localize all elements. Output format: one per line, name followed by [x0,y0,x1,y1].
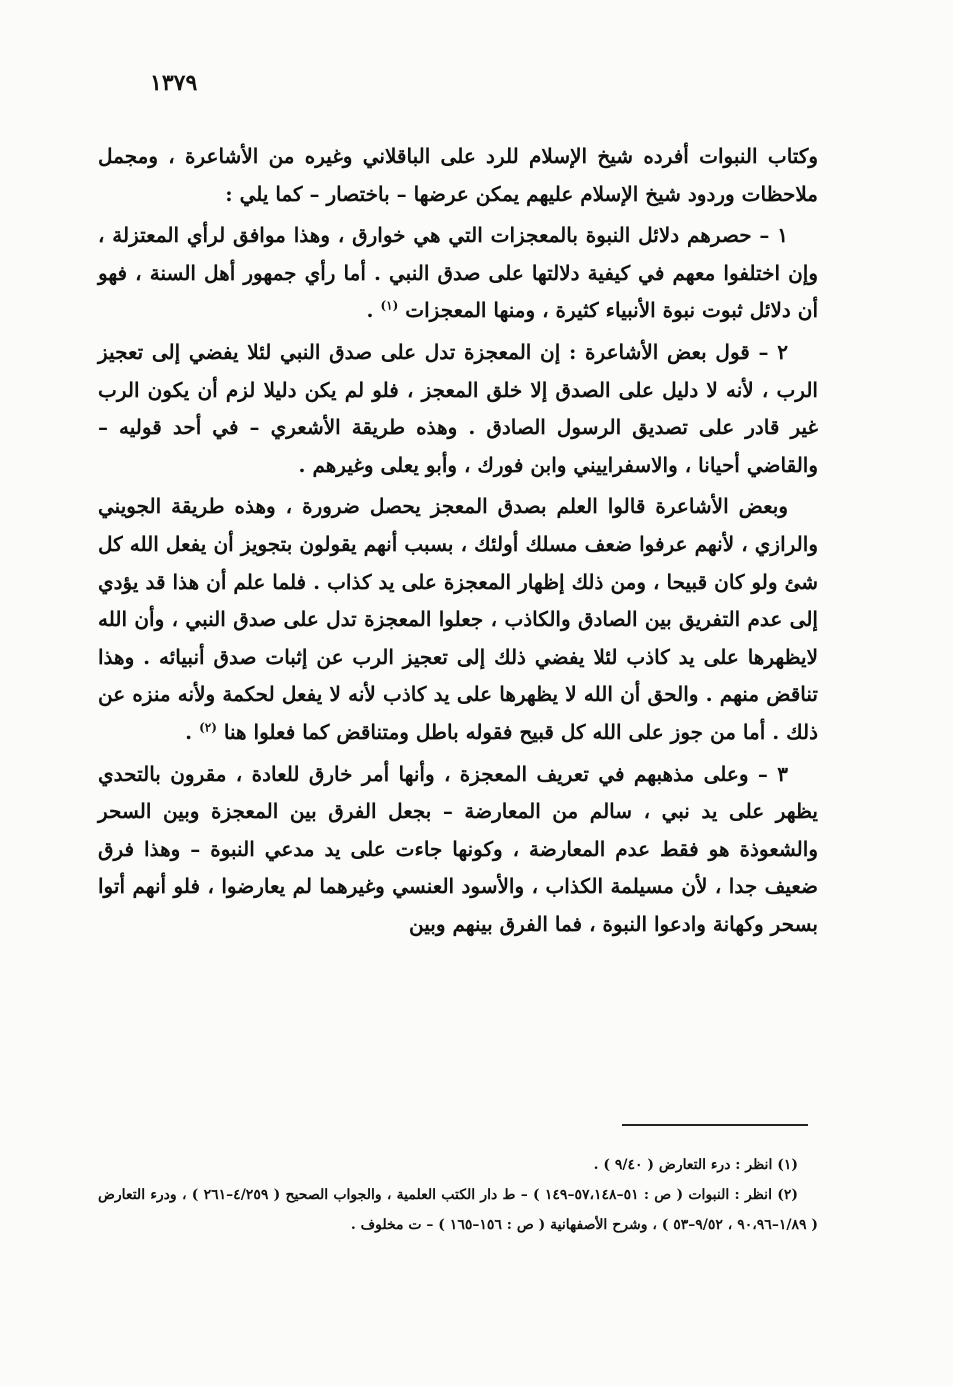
paragraph-point-1-text: ١ – حصرهم دلائل النبوة بالمعجزات التي هي خوارق ، وهذا موافق لرأي المعتزلة ، وإن اختلفوا معهم في كيفية دلالتها على صدق النبي . أما رأي جمهور أهل السنة ، فهو أن دلائل ثبوت نبوة الأنبياء كثيرة ، ومنها المعجزات [98,223,818,323]
footnote-divider [622,1124,808,1126]
paragraph-point-2-continued-end: . [185,719,200,744]
paragraph-intro: وكتاب النبوات أفرده شيخ الإسلام للرد على الباقلاني وغيره من الأشاعرة ، ومجمل ملاحظات وردود شيخ الإسلام عليهم يمكن عرضها – باختصار – كما يلي : [98,144,818,206]
paragraph-point-1 [98,217,818,330]
footnote-ref-2[interactable]: (٢) [199,720,217,735]
paragraph-point-2: ٢ – قول بعض الأشاعرة : إن المعجزة تدل على صدق النبي لئلا يفضي إلى تعجيز الرب ، لأنه لا دليل على الصدق إلا خلق المعجز ، فلو لم يكن دليلا لزم أن يكون الرب غير قادر على تصديق الرسول الصادق . وهذه طريقة الأشعري – في أحد قوليه – والقاضي أحيانا ، والاسفراييني وابن فورك ، وأبو يعلى وغيرهم . [98,339,818,477]
footnote-1: (١) انظر : درء التعارض ( ٩/٤٠ ) . [593,1157,798,1173]
page-number: ١٣٧٩ [150,70,198,96]
paragraph-point-3: ٣ – وعلى مذهبهم في تعريف المعجزة ، وأنها أمر خارق للعادة ، مقرون بالتحدي يظهر على يد نبي ، سالم من المعارضة – بجعل الفرق بين المعجزة وبين السحر والشعوذة هو فقط عدم المعارضة ، وكونها جاءت على يد مدعي النبوة – وهذا فرق ضعيف جدا ، لأن مسيلمة الكذاب ، والأسود العنسي وغيرهما لم يعارضوا ، فلو أنهم أتوا بسحر وكهانة وادعوا النبوة ، فما الفرق بينهم وبين [98,761,819,936]
paragraph-point-1-end: . [366,298,381,323]
main-text [98,138,818,947]
paragraph-point-2-continued [98,488,818,751]
footnote-2: (٢) انظر : النبوات ( ص : ٥١–٥٧،١٤٨–١٤٩ ) – ط دار الكتب العلمية ، والجواب الصحيح ( ٤/٢٥٩–٢٦١ ) ، ودرء التعارض ( ١/٨٩–٩٠،٩٦ ، ٩/٥٢–٥٣ ) ، وشرح الأصفهانية ( ص : ١٥٦–١٦٥ ) – ت مخلوف . [98,1187,818,1233]
footnote-ref-1[interactable]: (١) [380,298,399,313]
footnotes [98,1150,818,1240]
paragraph-point-2-continued-text: وبعض الأشاعرة قالوا العلم بصدق المعجز يحصل ضرورة ، وهذه طريقة الجويني والرازي ، لأنهم عرفوا ضعف مسلك أولئك ، بسبب أنهم يقولون بتجويز أن يفعل الله كل شئ ولو كان قبيحا ، ومن ذلك إظهار المعجزة على يد كذاب . فلما علم أن هذا قد يؤدي إلى عدم التفريق بين الصادق والكاذب ، جعلوا المعجزة تدل على صدق النبي ، وأن الله لايظهرها على يد كاذب لئلا يفضي ذلك إلى تعجيز الرب عن إثبات صدق أنبيائه . وهذا تناقض منهم . والحق أن الله لا يظهرها على يد كاذب لأنه لا يفعل لحكمة ولأنه منزه عن ذلك . أما من جوز على الله كل قبيح فقوله باطل ومتناقض كما فعلوا هنا [98,494,818,744]
